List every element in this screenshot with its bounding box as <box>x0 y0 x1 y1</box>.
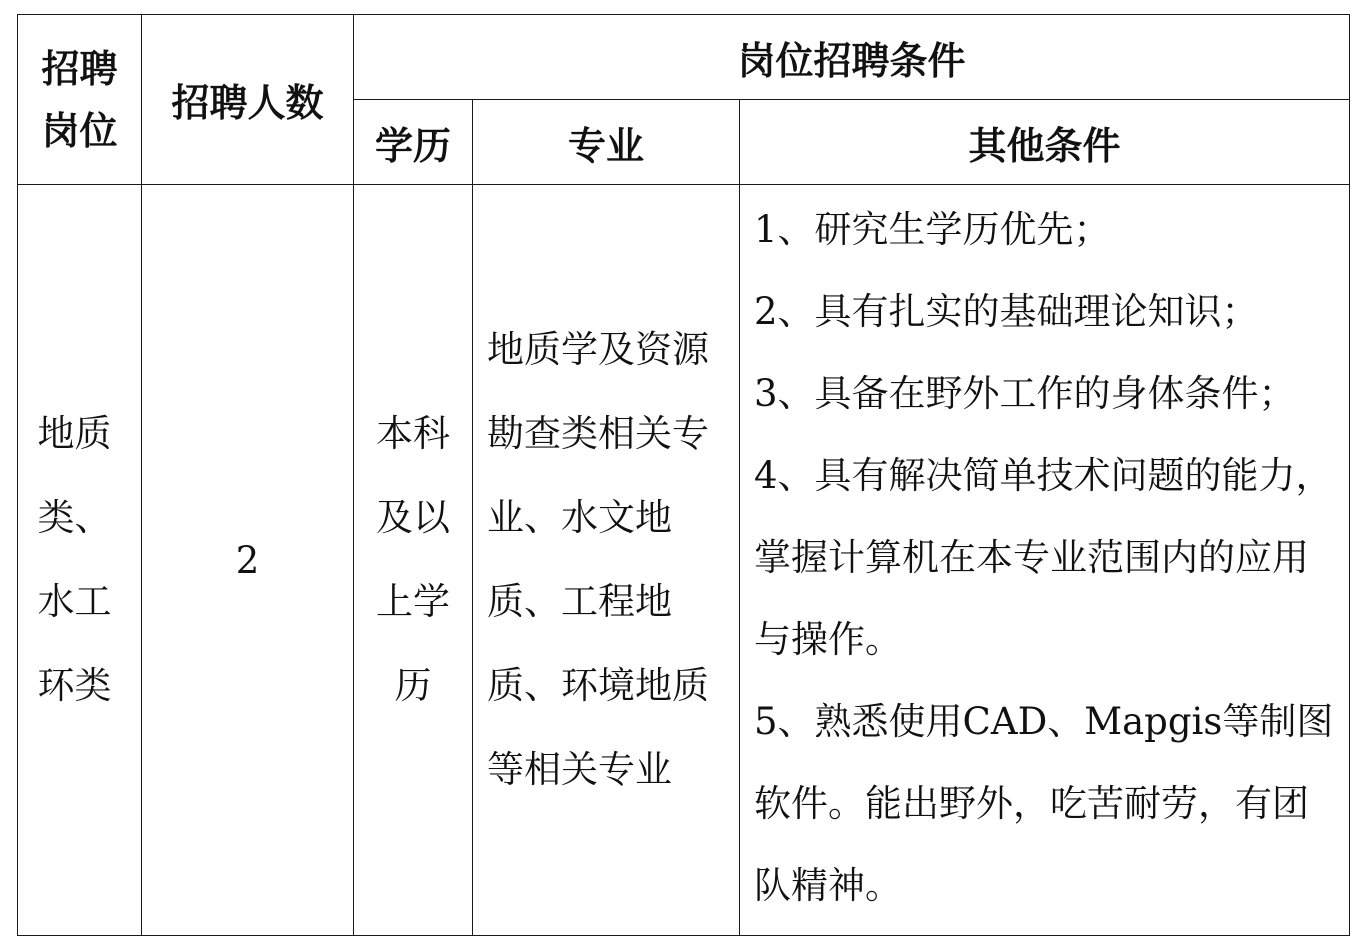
conditions-list <box>740 185 1349 927</box>
header-education: 学历 <box>374 123 451 168</box>
major-value: 地质学及资源勘查类相关专业、水文地质、工程地质、环境地质等相关专业 <box>487 328 709 791</box>
header-row-1 <box>18 15 1350 100</box>
header-other-cell <box>740 100 1350 185</box>
position-value: 地质类、水工环类 <box>37 412 112 707</box>
condition-text: 1、研究生学历优先； <box>754 208 1111 251</box>
header-major-cell <box>473 100 740 185</box>
condition-text: 3、具备在野外工作的身体条件； <box>754 372 1296 415</box>
condition-item <box>754 681 1339 927</box>
header-position-cell <box>18 15 142 185</box>
education-cell <box>354 185 473 936</box>
condition-item <box>754 189 1339 271</box>
condition-item <box>754 271 1339 353</box>
condition-text: 5、熟悉使用CAD、Mapgis等制图软件。能出野外，吃苦耐劳，有团队精神。 <box>754 700 1334 907</box>
education-value: 本科及以上学历 <box>376 412 450 707</box>
count-cell <box>142 185 354 936</box>
conditions-cell <box>740 185 1350 936</box>
condition-text: 2、具有扎实的基础理论知识； <box>754 290 1259 333</box>
header-major: 专业 <box>567 123 644 168</box>
header-other: 其他条件 <box>968 123 1121 168</box>
count-value: 2 <box>235 538 260 582</box>
header-conditions-cell <box>354 15 1350 100</box>
header-count-cell <box>142 15 354 185</box>
header-count: 招聘人数 <box>171 81 324 125</box>
position-cell <box>18 185 142 936</box>
header-position: 招聘岗位 <box>41 46 118 153</box>
condition-item <box>754 435 1339 681</box>
data-row <box>18 185 1350 936</box>
condition-item <box>754 353 1339 435</box>
recruitment-table <box>17 14 1350 936</box>
condition-text: 4、具有解决简单技术问题的能力，掌握计算机在本专业范围内的应用与操作。 <box>754 454 1333 661</box>
major-cell <box>473 185 740 936</box>
header-education-cell <box>354 100 473 185</box>
header-conditions: 岗位招聘条件 <box>737 38 966 83</box>
